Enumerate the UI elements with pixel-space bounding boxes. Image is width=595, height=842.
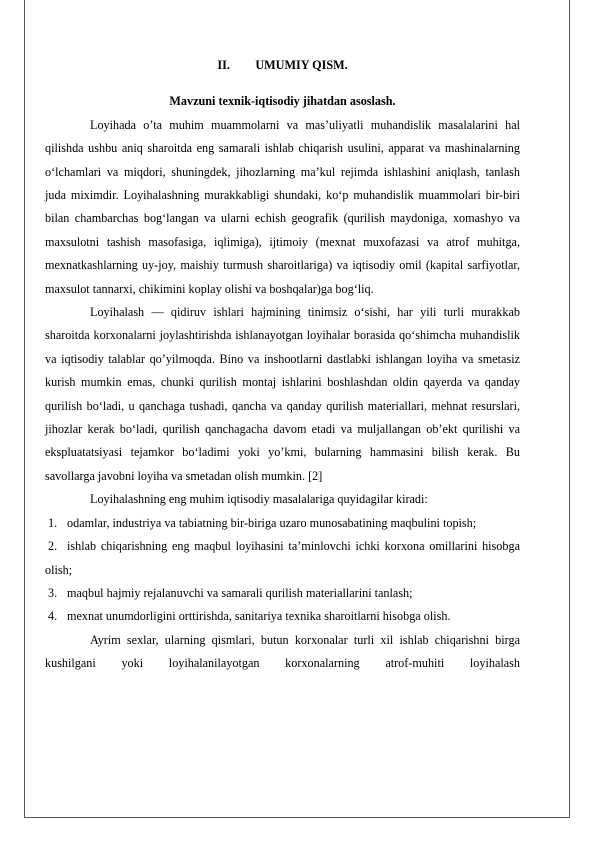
list-item-text: maqbul hajmiy rejalanuvchi va samarali qurilish materiallarini tanlash; bbox=[67, 585, 413, 600]
subheading: Mavzuni texnik-iqtisodiy jihatdan asoslash. bbox=[169, 94, 396, 109]
section-number: II. bbox=[217, 58, 230, 72]
list-item-text: mexnat unumdorligini orttirishda, sanitariya texnika sharoitlarni hisobga olish. bbox=[67, 609, 451, 624]
list-item-number: 4. bbox=[48, 609, 58, 624]
document-body bbox=[45, 54, 520, 676]
paragraph-1: Loyihada o’ta muhim muammolarni va mas’uliyatli muhandislik masalalarini hal qilishda ushbu aniq sharoitda eng samarali ishlab chiqarish usulini, apparat va mashinalarning o‘lchamlari va miqdori, shuningdek, jihozlarning ma’kul rejimda ishlashini aniqlash, tanlash juda miximdir. Loyihalashning murakkabligi shundaki, ko‘p muhandislik muammolari bir-biri bilan chambarchas bog‘langan va ularni echish geografik (qurilish maydoniga, xomashyo va maxsulotni tashish masofasiga, iqlimiga), ijtimoiy (mexnat muxofazasi va atrof muhitga, mexnatkashlarning uy-joy, maishiy turmush sharoitlariga) va iqtisodiy omil (kapital sarfiyotlar, maxsulot tannarxi, chikimini koplay olishi va boshqalar)ga bog‘liq. bbox=[45, 117, 520, 296]
list-item-number: 1. bbox=[48, 515, 58, 530]
list-item bbox=[45, 582, 520, 605]
paragraph-final: Ayrim sexlar, ularning qismlari, butun korxonalar turli xil ishlab chiqarishni birga kushilgani yoki loyihalanilayotgan korxonalarning atrof-muhiti loyihalash bbox=[45, 632, 520, 671]
paragraph-2: Loyihalash — qidiruv ishlari hajmining tinimsiz o‘sishi, har yili turli murakkab sharoitda korxonalarni joylashtirishda ishlanayotgan loyihalar borasida qo‘shimcha muhandislik va iqtisodiy talablar qo’yilmoqda. Bino va inshootlarni dastlabki ishlangan loyiha va smetasiz kurish mumkin emas, chunki qurilish montaj ishlarini boshlashdan oldin qayerda va qanday qurilish bo‘ladi, u qanchaga tushadi, qancha va qanday qurilish materiallari, mehnat resurslari, jihozlar kerak bo‘ladi, qurilish qanchagacha davom etadi va muljallangan ob’ekt qurilishi va ekspluatatsiyasi tejamkor bo‘ladimi yoki yo’kmi, bularning hammasini bilish kerak. Bu savollarga javobni loyiha va smetadan olish mumkin. [2] bbox=[45, 305, 520, 483]
list-item-text: ishlab chiqarishning eng maqbul loyihasini ta’minlovchi ichki korxona omillarini hisobga olish; bbox=[45, 539, 520, 577]
list-item-text: odamlar, industriya va tabiatning bir-biriga uzaro munosabatining maqbulini topish; bbox=[67, 515, 477, 530]
list-item bbox=[45, 605, 520, 628]
list-item-number: 3. bbox=[48, 585, 58, 600]
list-item-number: 2. bbox=[48, 539, 58, 554]
section-heading bbox=[45, 54, 375, 77]
paragraph-3: Loyihalashning eng muhim iqtisodiy masalalariga quyidagilar kiradi: bbox=[90, 492, 428, 507]
list-item bbox=[45, 535, 520, 582]
section-title: UMUMIY QISM. bbox=[255, 58, 348, 72]
list-item bbox=[45, 512, 520, 535]
